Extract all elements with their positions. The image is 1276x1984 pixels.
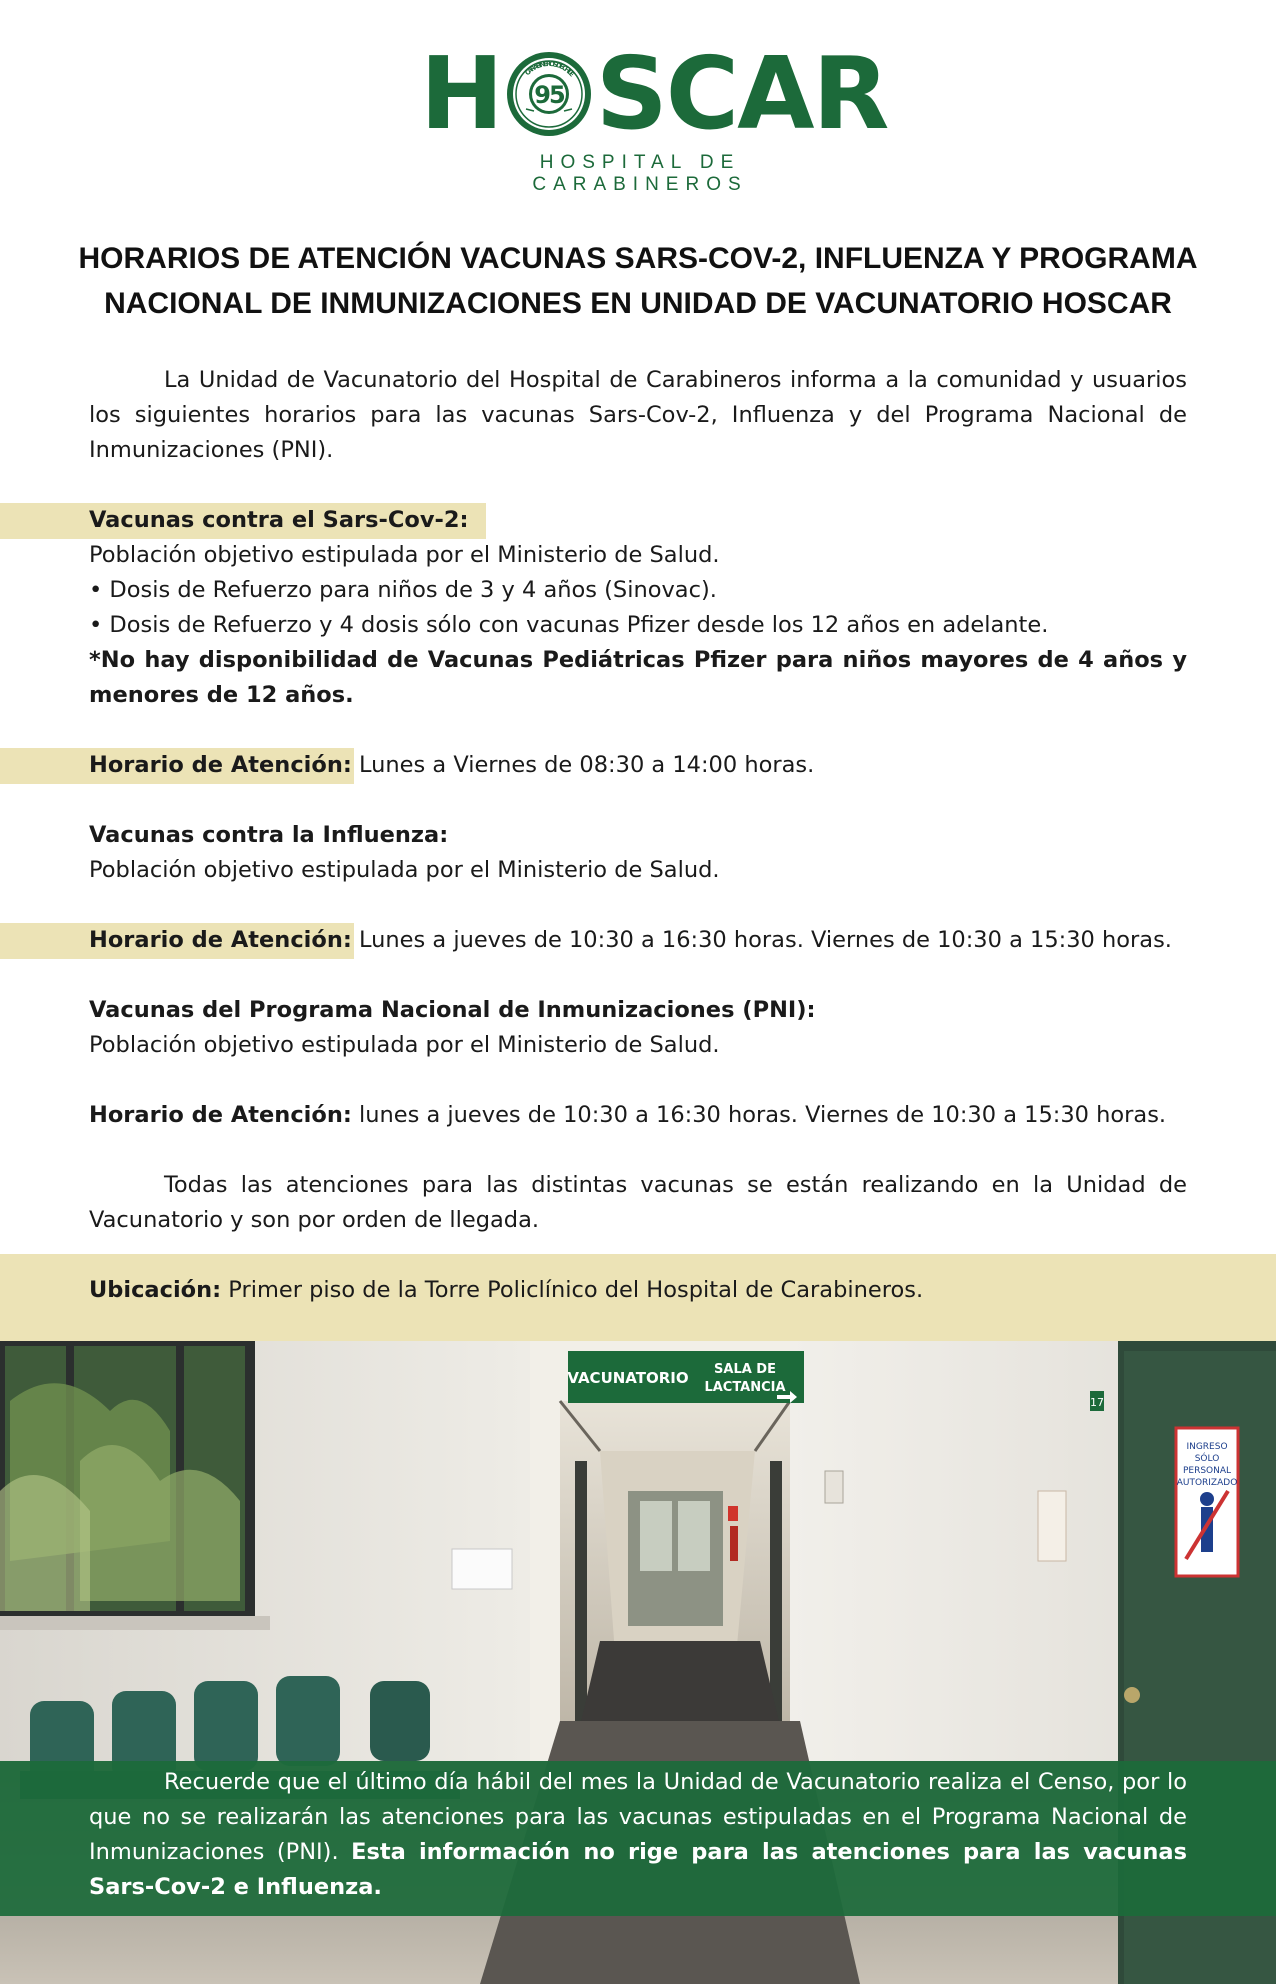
logo-wordmark: [420, 35, 888, 152]
seal-ring-text: CARABINEROS DE CHILE: [523, 59, 575, 78]
wall-poster: [1038, 1491, 1066, 1561]
census-notice-bold: Esta información no rige para las atenciones para las vacunas Sars-Cov-2 e Influenza.: [89, 1839, 1187, 1900]
door-sign-line-2: SÓLO: [1194, 1454, 1220, 1464]
pni-heading: Vacunas del Programa Nacional de Inmunizaciones (PNI):: [89, 997, 816, 1023]
census-notice: [89, 1765, 1187, 1905]
covid-bullet-2: • Dosis de Refuerzo y 4 dosis sólo con vacunas Pfizer desde los 12 años en adelante.: [89, 612, 1049, 638]
location-label: Ubicación:: [89, 1277, 222, 1303]
page-title: [60, 236, 1216, 326]
sign-sala-de: SALA DE: [714, 1362, 776, 1377]
sign-lactancia: LACTANCIA: [704, 1380, 786, 1395]
wall-notice-paper: [452, 1549, 512, 1589]
door-sign-line-3: PERSONAL: [1182, 1466, 1232, 1476]
influenza-hours: [89, 923, 1172, 958]
hand-sanitizer: [825, 1471, 843, 1503]
seal-number: 95: [534, 81, 564, 109]
covid-hours: [89, 748, 814, 783]
door-sign-line-4: AUTORIZADO: [1176, 1478, 1238, 1488]
census-notice-text: Recuerde que el último día hábil del mes la Unidad de Vacunatorio realiza el Censo, por lo que no se realizarán las atenciones para las vacunas estipuladas en el Programa Nacional de Inmunizaciones (PNI).: [89, 1769, 1187, 1865]
location-line: [89, 1273, 923, 1308]
influenza-population: Población objetivo estipulada por el Ministerio de Salud.: [89, 857, 720, 883]
arrival-note: Todas las atenciones para las distintas vacunas se están realizando en la Unidad de Vacunatorio y son por orden de llegada.: [89, 1172, 1187, 1233]
covid-warning: *No hay disponibilidad de Vacunas Pediátricas Pfizer para niños mayores de 4 años y menores de 12 años.: [89, 647, 1187, 708]
room-number: 17: [1090, 1396, 1104, 1409]
anniversary-seal-icon: [504, 49, 594, 139]
covid-hours-text: Lunes a Viernes de 08:30 a 14:00 horas.: [351, 752, 815, 778]
logo-letters: SCAR: [595, 35, 888, 152]
covid-hours-label: Horario de Atención:: [89, 752, 352, 778]
door-sign-line-1: INGRESO: [1186, 1442, 1228, 1452]
person-icon: [1200, 1492, 1214, 1506]
influenza-heading: Vacunas contra la Influenza:: [89, 822, 449, 848]
hoscar-logo: [420, 35, 888, 195]
title-line-1: HORARIOS DE ATENCIÓN VACUNAS SARS-COV-2, INFLUENZA Y PROGRAMA: [78, 242, 1198, 275]
covid-heading: Vacunas contra el Sars-Cov-2:: [89, 507, 469, 533]
sign-vacunatorio: VACUNATORIO: [567, 1369, 689, 1387]
covid-bullet-1: • Dosis de Refuerzo para niños de 3 y 4 años (Sinovac).: [89, 577, 717, 603]
pni-population: Población objetivo estipulada por el Ministerio de Salud.: [89, 1032, 720, 1058]
influenza-hours-text: Lunes a jueves de 10:30 a 16:30 horas. Viernes de 10:30 a 15:30 horas.: [351, 927, 1172, 953]
influenza-hours-label: Horario de Atención:: [89, 927, 352, 953]
logo-letter-h: H: [420, 35, 502, 152]
logo-subtitle: HOSPITAL DE CARABINEROS: [532, 152, 748, 195]
intro-paragraph: La Unidad de Vacunatorio del Hospital de Carabineros informa a la comunidad y usuarios los siguientes horarios para las vacunas Sars-Cov-2, Influenza y del Programa Nacional de Inmunizaciones (PNI).: [89, 367, 1187, 463]
pni-hours: [89, 1098, 1166, 1133]
location-text: Primer piso de la Torre Policlínico del Hospital de Carabineros.: [221, 1277, 924, 1303]
title-line-2: NACIONAL DE INMUNIZACIONES EN UNIDAD DE VACUNATORIO HOSCAR: [104, 287, 1172, 320]
pni-hours-label: Horario de Atención:: [89, 1102, 352, 1128]
pni-hours-text: lunes a jueves de 10:30 a 16:30 horas. Viernes de 10:30 a 15:30 horas.: [351, 1102, 1167, 1128]
door-handle: [1124, 1687, 1140, 1703]
covid-population: Población objetivo estipulada por el Ministerio de Salud.: [89, 542, 720, 568]
